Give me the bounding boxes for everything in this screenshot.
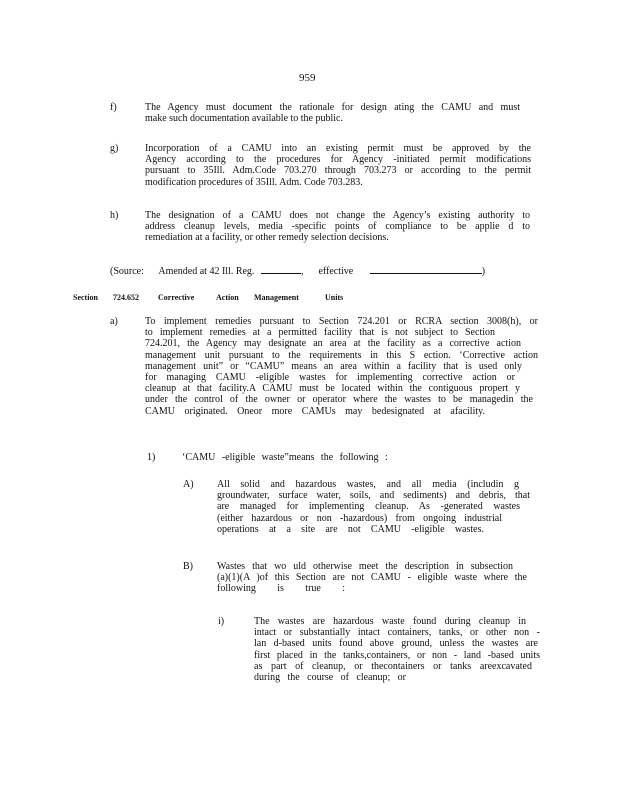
item-f-label: f) [110, 102, 117, 113]
section-number: 724.652 [113, 293, 139, 302]
section-title-word: Action [216, 293, 239, 302]
item-g-text [145, 143, 531, 188]
item-h-label: h) [110, 210, 119, 221]
text-line: All solid and hazardous wastes, and all media (includin g [217, 479, 519, 490]
text-line: management unit pursuant to the requirements in this S ection. ‘Corrective action [145, 349, 538, 361]
effective-date-blank [370, 264, 482, 274]
para-a-label: a) [110, 316, 118, 327]
text-line: (a)(1)(A )of this Section are not CAMU - eligible waste where the [217, 572, 527, 584]
text-line: pursuant to 35Ill. Adm.Code 703.270 through 703.273 or according to the permit [145, 165, 531, 177]
para-1-label: 1) [147, 452, 156, 463]
text-line: The Agency must document the rationale for design ating the CAMU and must [145, 102, 520, 113]
para-i-label: i) [218, 616, 225, 627]
text-line: remediation at a facility, or other remedy selection decisions. [145, 232, 389, 244]
item-h-text [145, 210, 530, 244]
text-line: Agency according to the procedures for Agency -initiated permit modifications [145, 154, 531, 166]
para-A-label: A) [183, 479, 194, 490]
source-prefix: (Source: [110, 266, 144, 277]
text-line: make such documentation available to the public. [145, 113, 343, 125]
text-line: for managing CAMU -eligible wastes for implementing corrective action or [145, 372, 515, 384]
text-line: To implement remedies pursuant to Section 724.201 or RCRA section 3008(h), or [145, 316, 538, 327]
text-line: Incorporation of a CAMU into an existing permit must be approved by the [145, 143, 531, 154]
text-line: under the control of the owner or operator where the wastes to be managedin the [145, 394, 533, 406]
text-line: during the course of cleanup; or [254, 672, 406, 684]
source-comma: , [300, 266, 304, 277]
text-line: The designation of a CAMU does not change the Agency’s existing authority to [145, 210, 530, 221]
text-line: 724.201, the Agency may designate an area at the facility as a corrective action [145, 338, 521, 350]
source-suffix: ) [481, 266, 486, 277]
text-line: modification procedures of 35Ill. Adm. Code 703.283. [145, 176, 363, 188]
item-f-text [145, 102, 520, 124]
para-1-text: ‘CAMU -eligible waste”means the following : [182, 452, 388, 463]
para-A-text [217, 479, 530, 535]
text-line: CAMU originated. Oneor more CAMUs may bedesignated at afacility. [145, 405, 485, 417]
register-blank [261, 264, 301, 274]
para-B-label: B) [183, 561, 193, 572]
page-number: 959 [299, 72, 316, 84]
text-line: are managed for implementing cleanup. As -generated wastes [217, 501, 520, 513]
section-title-word: Management [254, 293, 299, 302]
text-line: first placed in the tanks,containers, or non - land -based units [254, 649, 540, 661]
text-line: following is true : [217, 583, 345, 595]
text-line: operations at a site are not CAMU -eligible wastes. [217, 523, 484, 535]
text-line: Wastes that wo uld otherwise meet the description in subsection [217, 561, 513, 572]
item-g-label: g) [110, 143, 119, 154]
text-line: (either hazardous or non -hazardous) from ongoing industrial [217, 512, 502, 524]
section-title-word: Corrective [158, 293, 195, 302]
para-B-text [217, 561, 527, 595]
text-line: groundwater, surface water, soils, and sediments) and debris, that [217, 490, 530, 502]
text-line: lan d-based units found above ground, unless the wastes are [254, 638, 538, 650]
text-line: management unit” or “CAMU” means an area within a facility that is used only [145, 360, 522, 372]
para-i-text [254, 616, 540, 683]
text-line: address cleanup levels, media -specific points of compliance to be applie d to [145, 221, 530, 233]
text-line: as part of cleanup, or thecontainers or tanks areexcavated [254, 660, 532, 672]
text-line: cleanup at that facility.A CAMU must be located within the contiguous propert y [145, 383, 520, 395]
para-a-text [145, 316, 538, 417]
text-line: to implement remedies at a permitted facility that is not subject to Section [145, 327, 495, 339]
source-amended: Amended at 42 Ill. Reg. [158, 266, 255, 277]
text-line: intact or substantially intact containers, tanks, or other non - [254, 627, 540, 639]
source-effective: effective [318, 266, 354, 277]
section-word: Section [73, 293, 98, 302]
text-line: The wastes are hazardous waste found during cleanup in [254, 616, 526, 627]
source-note [110, 264, 485, 277]
section-title-word: Units [325, 293, 344, 302]
